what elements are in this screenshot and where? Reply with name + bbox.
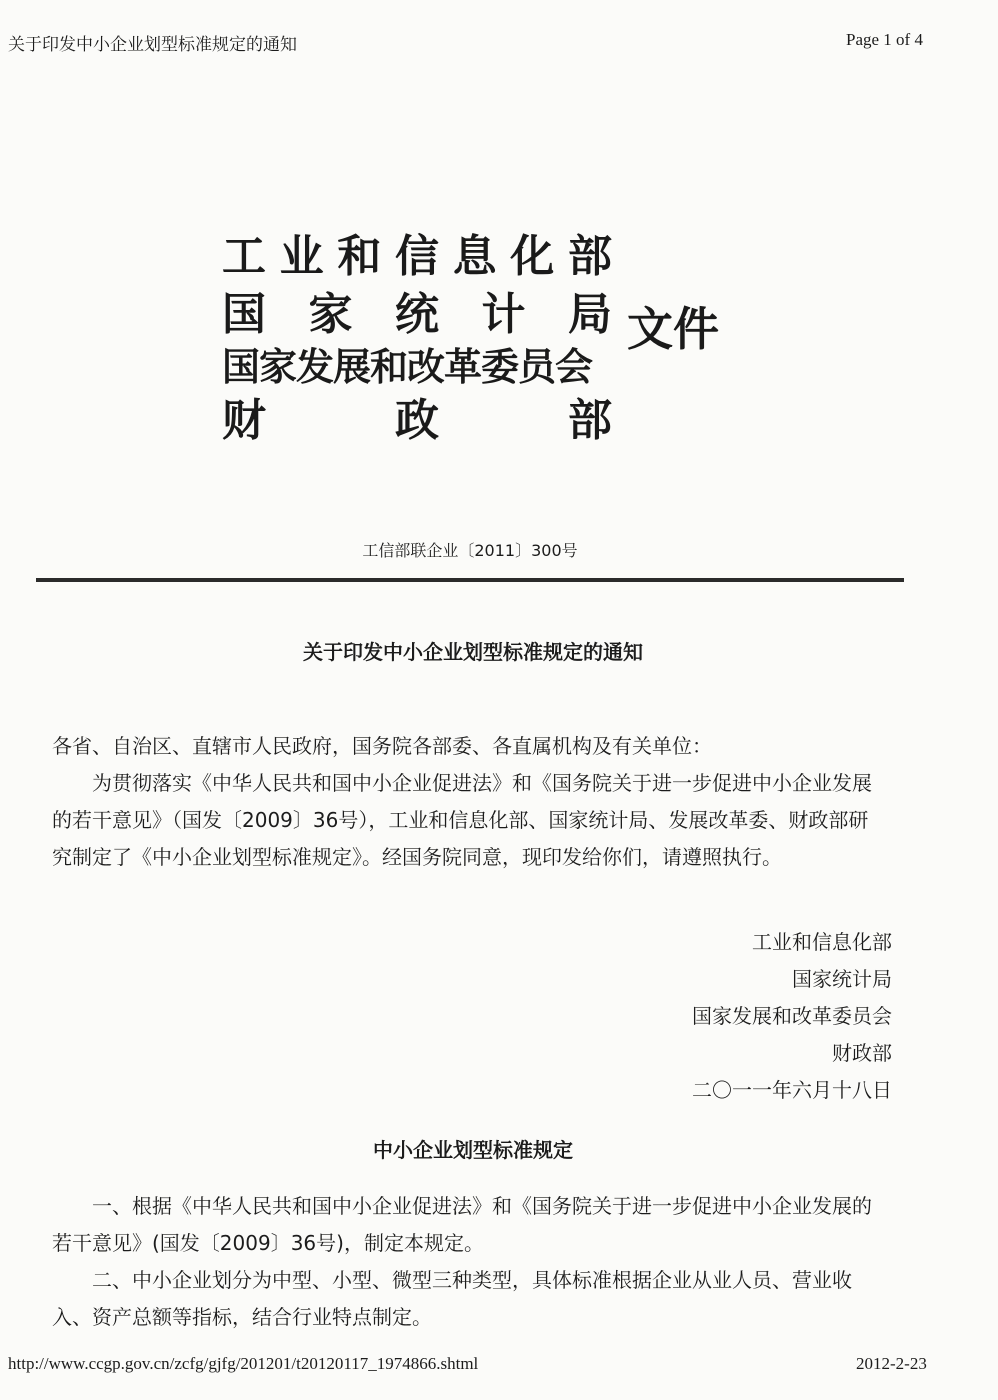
signature-org: 国家统计局 [792, 967, 892, 991]
signature-org: 国家发展和改革委员会 [692, 1004, 892, 1028]
letterhead-org-1: 工 业 和 信 息 化 部 [222, 231, 612, 282]
letterhead-org-4: 财 政 部 [222, 395, 612, 446]
signature-org: 工业和信息化部 [752, 930, 892, 954]
letterhead-org-2: 国 家 统 计 局 [222, 289, 612, 340]
notice-title: 关于印发中小企业划型标准规定的通知 [303, 640, 643, 664]
print-date: 2012-2-23 [856, 1354, 927, 1373]
page-header-title: 关于印发中小企业划型标准规定的通知 [8, 35, 297, 54]
rule-item: 二、中小企业划分为中型、小型、微型三种类型，具体标准根据企业从业人员、营业收入、资产总额等指标，结合行业特点制定。 [52, 1268, 852, 1329]
signature-org: 财政部 [832, 1041, 892, 1065]
letterhead-org-3: 国家发展和改革委员会 [222, 344, 593, 389]
body-paragraph: 为贯彻落实《中华人民共和国中小企业促进法》和《国务院关于进一步促进中小企业发展的若干意见》（国发〔2009〕36号），工业和信息化部、国家统计局、发展改革委、财政部研究制定了《中小企业划型标准规定》。经国务院同意，现印发给你们，请遵照执行。 [52, 771, 872, 869]
rule-item: 一、根据《中华人民共和国中小企业促进法》和《国务院关于进一步促进中小企业发展的若干意见》(国发〔2009〕36号)，制定本规定。 [52, 1194, 872, 1255]
rules-title: 中小企业划型标准规定 [373, 1138, 573, 1162]
page-number: Page 1 of 4 [846, 30, 923, 49]
rules-body [52, 1188, 882, 1336]
signature-date: 二〇一一年六月十八日 [692, 1078, 892, 1102]
signature-block [492, 924, 892, 1109]
letterhead-suffix: 文件 [627, 302, 719, 356]
salutation: 各省、自治区、直辖市人民政府，国务院各部委、各直属机构及有关单位： [52, 734, 712, 758]
source-url: http://www.ccgp.gov.cn/zcfg/gjfg/201201/t20120117_1974866.shtml [8, 1354, 479, 1373]
document-number: 工信部联企业〔2011〕300号 [362, 541, 578, 560]
notice-body [52, 728, 882, 876]
divider-line [36, 578, 904, 582]
